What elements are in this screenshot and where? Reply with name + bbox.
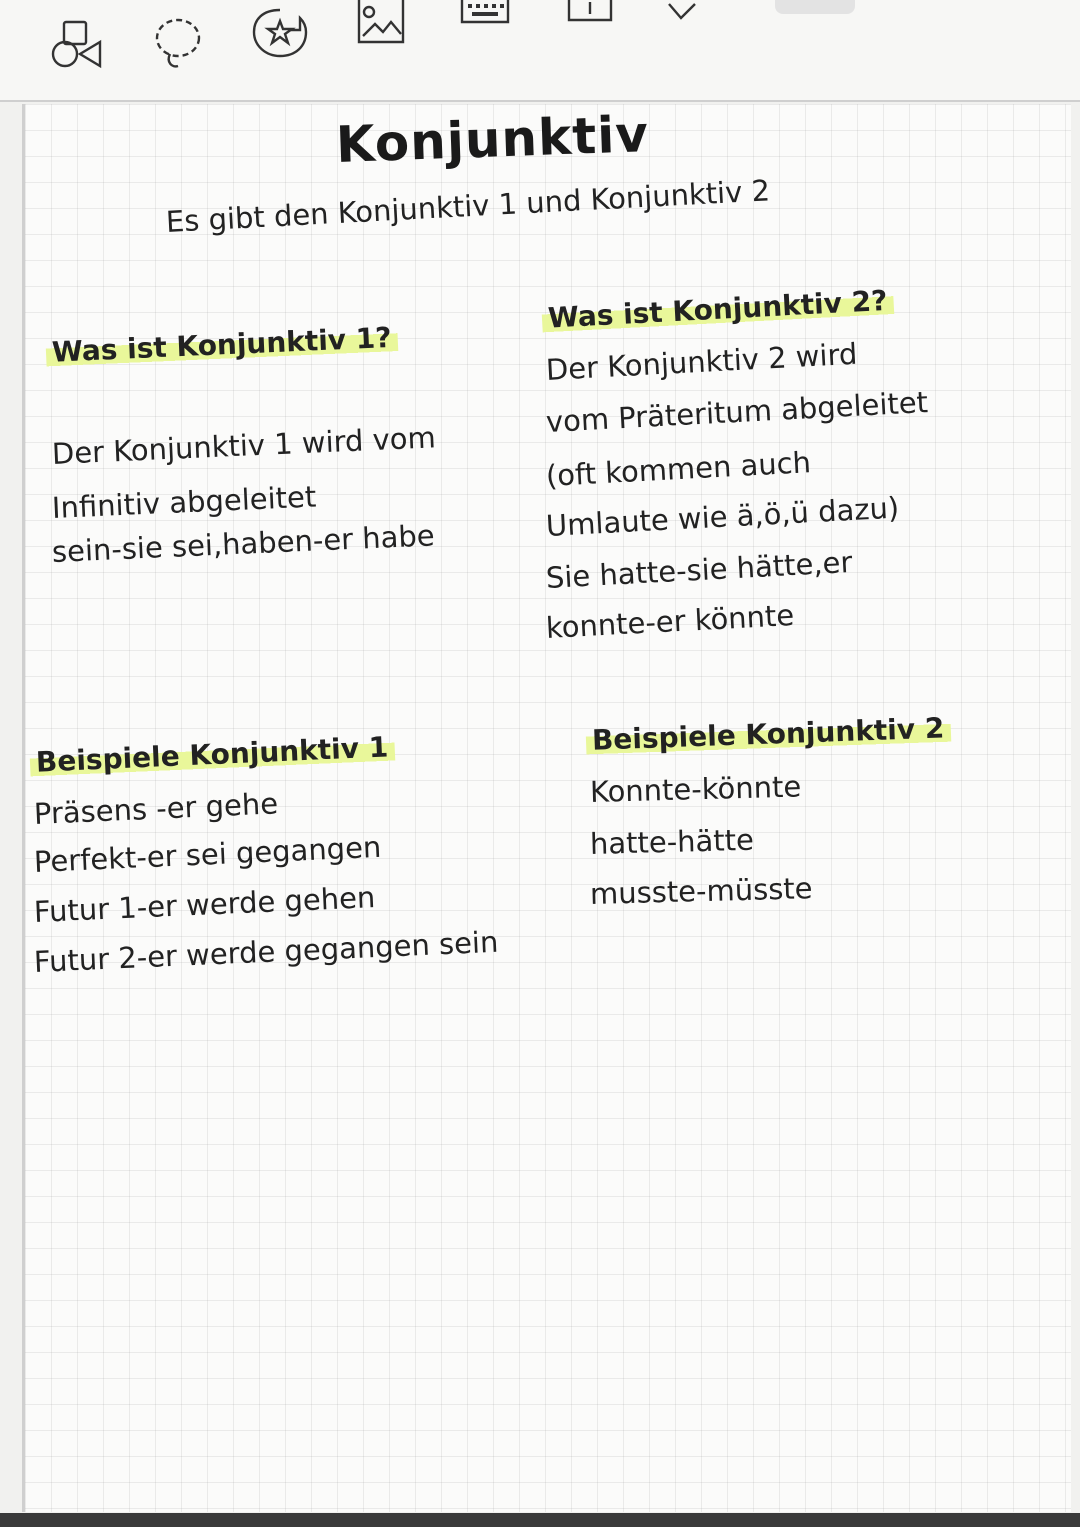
image-icon[interactable]	[355, 0, 407, 46]
k2-definition-line: Der Konjunktiv 2 wird	[545, 336, 859, 387]
note-subtitle: Es gibt den Konjunktiv 1 und Konjunktiv 2	[165, 173, 771, 239]
textbox-icon[interactable]	[565, 0, 615, 24]
toolbar	[0, 0, 1080, 102]
lasso-icon[interactable]	[150, 14, 206, 74]
k2-definition-line: (oft kommen auch	[545, 445, 812, 493]
k1-definition-line: Der Konjunktiv 1 wird vom	[51, 420, 437, 471]
sticker-icon[interactable]	[250, 6, 310, 60]
k1-example-line: Präsens -er gehe	[33, 786, 279, 831]
k2-definition-line: Sie hatte-sie hätte,er	[545, 544, 854, 595]
k1-definition-line: sein-sie sei,haben-er habe	[51, 518, 436, 569]
k1-definition-heading: Was ist Konjunktiv 1?	[45, 321, 398, 369]
k1-example-line: Futur 2-er werde gegangen sein	[33, 924, 500, 979]
k2-examples-heading: Beispiele Konjunktiv 2	[585, 711, 950, 757]
k2-definition-line: Umlaute wie ä,ö,ü dazu)	[545, 490, 900, 543]
page-bottom-edge	[0, 1513, 1080, 1527]
k1-example-line: Futur 1-er werde gehen	[33, 880, 376, 929]
note-title: Konjunktiv	[334, 105, 650, 174]
k1-example-line: Perfekt-er sei gegangen	[33, 829, 382, 879]
k2-example-line: hatte-hätte	[589, 822, 755, 861]
k2-example-line: Konnte-könnte	[589, 769, 802, 809]
k2-definition-line: vom Präteritum abgeleitet	[545, 385, 929, 439]
keyboard-icon[interactable]	[458, 0, 512, 26]
k2-definition-heading: Was ist Konjunktiv 2?	[541, 284, 894, 335]
k2-definition-line: konnte-er könnte	[545, 598, 795, 645]
toolbar-tab[interactable]	[775, 0, 855, 14]
k1-definition-line: Infinitiv abgeleitet	[51, 479, 317, 525]
k1-examples-heading: Beispiele Konjunktiv 1	[29, 730, 395, 779]
shapes-icon[interactable]	[50, 18, 106, 74]
pen-icon[interactable]	[665, 0, 699, 24]
k2-example-line: musste-müsste	[589, 871, 813, 911]
